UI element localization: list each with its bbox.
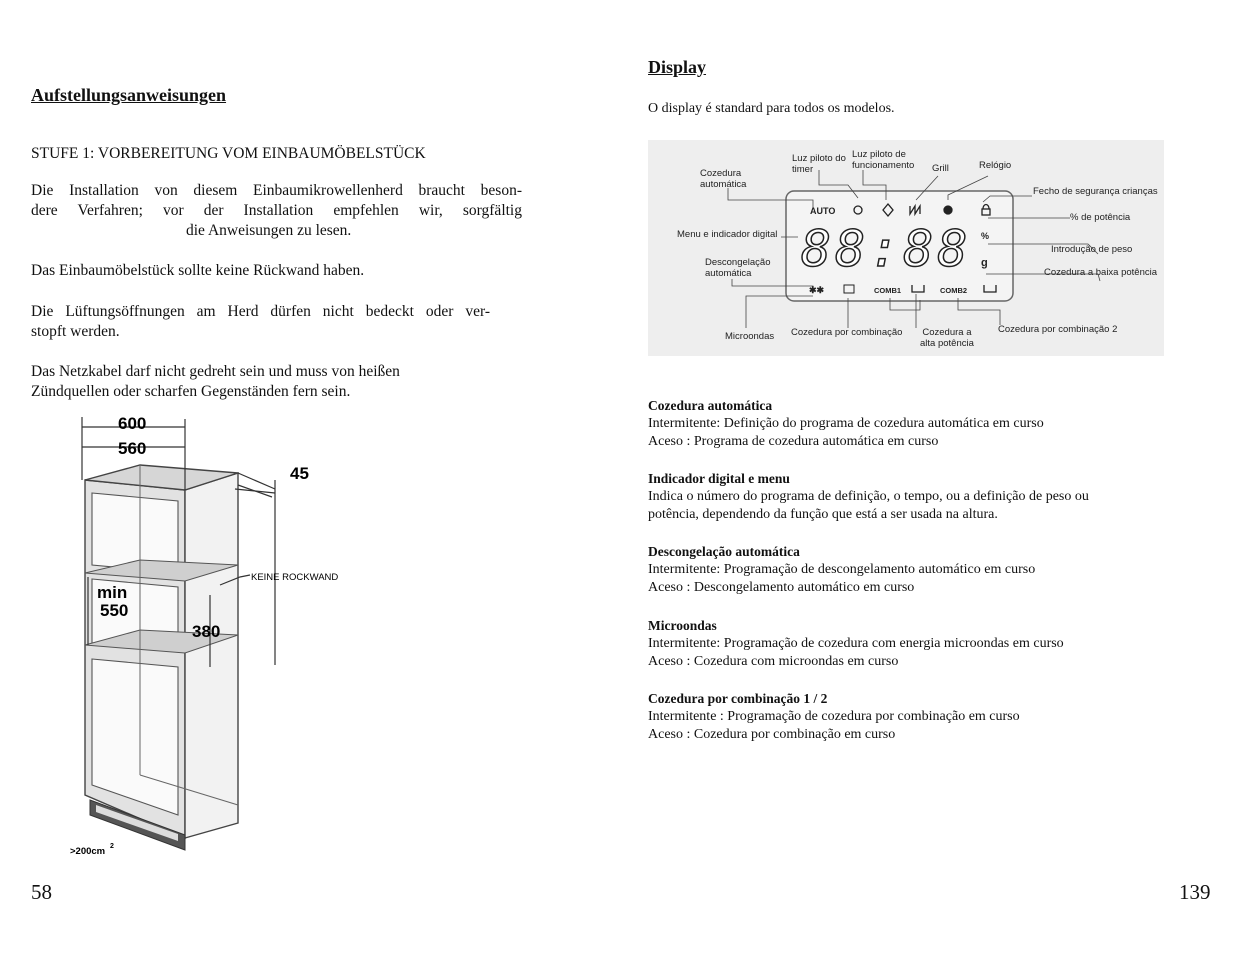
lbl-peso: Introdução de peso [1051, 244, 1133, 255]
seg-microwave-icon: ✱✱ [809, 285, 825, 295]
dim-380: 380 [192, 622, 221, 641]
lbl-timer: Luz piloto do timer [792, 153, 846, 175]
label-vent-area: >200cm [70, 846, 106, 857]
dim-45: 45 [290, 464, 309, 483]
dim-600: 600 [118, 414, 147, 433]
seg-comb1: COMB1 [874, 286, 902, 295]
section-combinacao: Cozedura por combinação 1 / 2 Intermitente : Programação de cozedura por combinação em curso Aceso : Cozedura por combinação em curso [648, 691, 1020, 742]
page-number-right: 139 [1179, 880, 1211, 904]
left-heading: Aufstellungsanweisungen [31, 85, 227, 105]
display-diagram [648, 140, 1164, 356]
seg-percent: % [981, 231, 990, 241]
section-indicador: Indicador digital e menu Indica o número do programa de definição, o tempo, ou a definição de peso ou potência, dependendo da função que está a ser usada na altura. [648, 471, 1089, 522]
section-cozedura-auto: Cozedura automática Intermitente: Definição do programa de cozedura automática em curso Aceso : Programa de cozedura automática em curso [648, 398, 1044, 449]
section-descongelacao: Descongelação automática Intermitente: Programação de descongelamento automático em curso Aceso : Descongelamento automático em curso [648, 544, 1036, 595]
seg-comb2: COMB2 [940, 286, 968, 295]
right-heading: Display [648, 57, 707, 77]
lbl-combinacao-2: Cozedura por combinação 2 [998, 324, 1118, 335]
sections-list [648, 397, 1208, 744]
section-microondas: Microondas Intermitente: Programação de cozedura com energia microondas em curso Aceso : Cozedura com microondas em curso [648, 618, 1064, 669]
display-intro: O display é standard para todos os modelos. [648, 101, 895, 116]
seg-auto: AUTO [810, 206, 836, 216]
page-number-left: 58 [31, 880, 52, 904]
dim-min: min [97, 583, 128, 602]
intro-line-2: dere Verfahren; vor der Installation empfehlen wir, sorgfältig [31, 202, 522, 219]
label-no-back-wall: KEINE ROCKWAND [251, 572, 339, 583]
lbl-cozedura-auto: Cozedura automática [700, 168, 747, 190]
no-back-wall-text: Das Einbaumöbelstück sollte keine Rückwand haben. [31, 262, 365, 279]
step-title: STUFE 1: VORBEREITUNG VOM EINBAUMÖBELSTÜCK [31, 145, 426, 162]
lbl-baixa: Cozedura a baixa potência [1044, 267, 1158, 278]
lbl-relogio: Relógio [979, 160, 1012, 171]
intro-line-1: Die Installation von diesem Einbaumikrowellenherd braucht beson- [31, 182, 522, 199]
cable-line-1: Das Netzkabel darf nicht gedreht sein und muss von heißen [31, 363, 400, 380]
cabinet-diagram [60, 405, 370, 860]
vent-line-1: Die Lüftungsöffnungen am Herd dürfen nicht bedeckt oder ver- [31, 303, 490, 320]
lbl-fecho: Fecho de segurança crianças [1033, 186, 1158, 197]
lbl-funcionamento: Luz piloto de funcionamento [852, 149, 915, 171]
label-vent-sup: 2 [110, 843, 114, 850]
lbl-potencia: % de potência [1070, 212, 1131, 223]
dim-560: 560 [118, 439, 147, 458]
lbl-microondas: Microondas [725, 331, 775, 342]
intro-line-3: die Anweisungen zu lesen. [186, 222, 352, 239]
lbl-grill: Grill [932, 163, 949, 174]
lbl-descongelacao: Descongelação automática [705, 257, 771, 279]
lbl-menu-digital: Menu e indicador digital [677, 229, 778, 240]
lbl-combinacao: Cozedura por combinação [791, 327, 903, 338]
seg-g: g [981, 257, 988, 269]
seg-digits: 88:88 [801, 220, 972, 278]
dim-550: 550 [100, 601, 129, 620]
vent-line-2: stopft werden. [31, 323, 120, 340]
cable-line-2: Zündquellen oder scharfen Gegenständen fern sein. [31, 383, 351, 400]
lbl-alta-potencia: Cozedura a alta potência [920, 327, 974, 349]
